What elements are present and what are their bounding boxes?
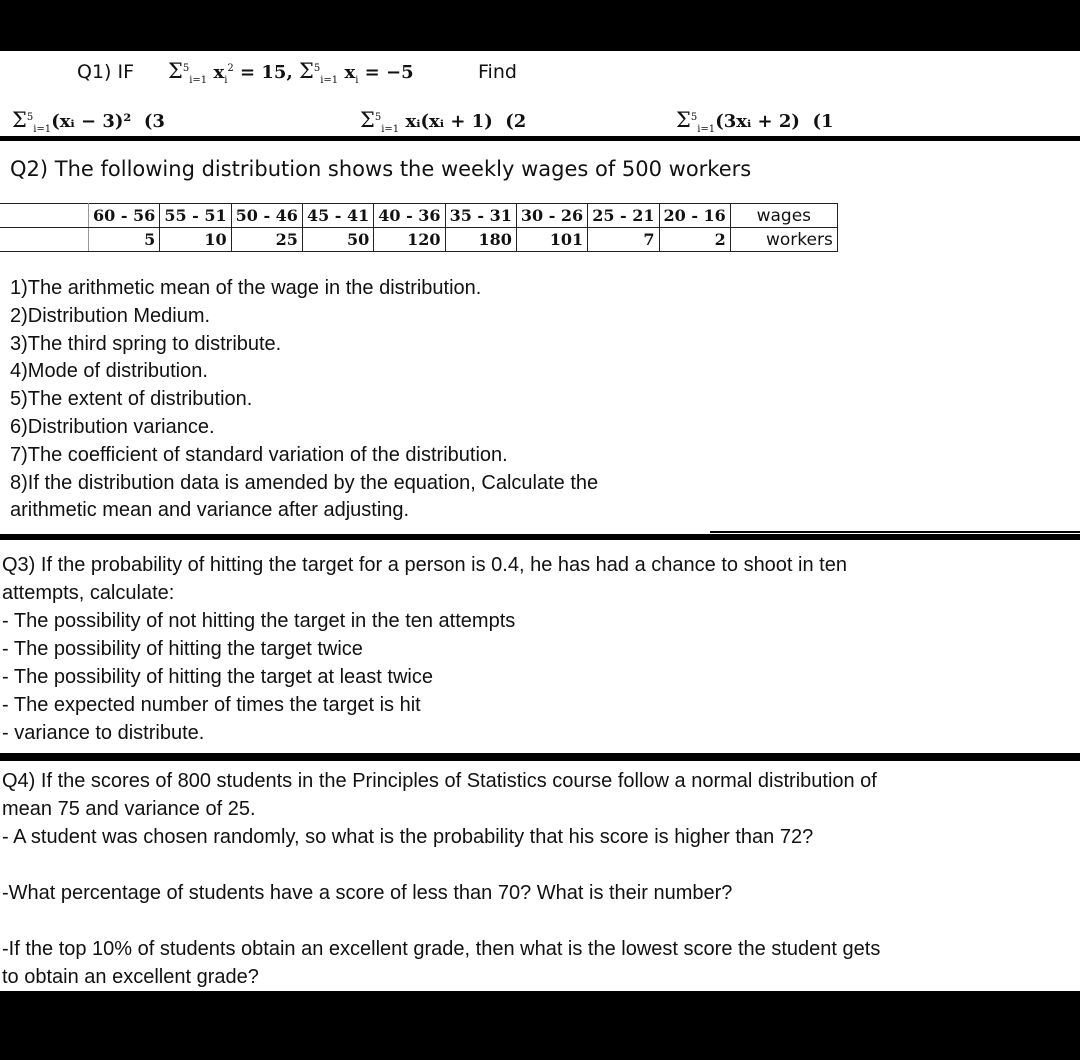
q4-line: to obtain an excellent grade? <box>2 966 259 988</box>
q1-option-1: $\Sigma^5_{i=1}(3xᵢ + 2)$ (1 <box>676 108 834 135</box>
divider-q3 <box>0 753 1080 761</box>
q3-line: - The possibility of hitting the target twice <box>2 638 363 660</box>
table-cell: 55 - 51 <box>160 204 231 228</box>
q1-find-label: Find <box>478 61 517 83</box>
list-item: arithmetic mean and variance after adjusting. <box>10 499 410 522</box>
table-cell: 20 - 16 <box>659 204 730 228</box>
table-cell-blank <box>0 228 89 252</box>
table-cell: 25 <box>231 228 302 252</box>
table-header-wages: wages <box>730 204 837 228</box>
q2-title: Q2) The following distribution shows the weekly wages of 500 workers <box>10 157 752 181</box>
q1-sum-value: = −5 <box>364 62 414 83</box>
q2-question-list <box>10 275 598 525</box>
table-cell: 180 <box>445 228 516 252</box>
q4-line: - A student was chosen randomly, so what is the probability that his score is higher than 72? <box>2 826 814 848</box>
divider-q2-short <box>710 531 1080 533</box>
table-cell: 45 - 41 <box>302 204 373 228</box>
divider-q1 <box>0 136 1080 141</box>
q3-line: - variance to distribute. <box>2 722 205 744</box>
table-cell: 120 <box>374 228 445 252</box>
table-row-workers <box>0 228 837 252</box>
table-cell: 50 - 46 <box>231 204 302 228</box>
list-item: 4)Mode of distribution. <box>10 360 208 383</box>
q4-line: mean 75 and variance of 25. <box>2 798 256 820</box>
q3-line: Q3) If the probability of hitting the target for a person is 0.4, he has had a chance to shoot in ten <box>2 554 847 576</box>
list-item: 5)The extent of distribution. <box>10 388 253 411</box>
table-cell-blank <box>0 204 89 228</box>
table-cell: 7 <box>588 228 659 252</box>
q1-sum-sq-value: 15 <box>261 62 287 83</box>
q1-given-equation: $\Sigma^5_{i=1}$ $x_i^2 = 15$, $\Sigma^5_{i=1}$ $x_i = -5$ <box>168 59 414 86</box>
q4-block <box>2 767 1072 991</box>
list-item: 3)The third spring to distribute. <box>10 332 282 355</box>
list-item: 8)If the distribution data is amended by the equation, Calculate the <box>10 471 599 494</box>
list-item: 2)Distribution Medium. <box>10 304 211 327</box>
list-item: 6)Distribution variance. <box>10 415 215 438</box>
q4-spacer <box>2 851 1072 879</box>
q3-line: attempts, calculate: <box>2 582 175 604</box>
table-cell: 101 <box>516 228 587 252</box>
q4-spacer <box>2 907 1072 935</box>
table-cell: 60 - 56 <box>89 204 160 228</box>
q3-line: - The expected number of times the target is hit <box>2 694 421 716</box>
q3-block <box>2 551 1072 747</box>
q1-label: Q1) IF <box>77 61 135 83</box>
list-item: 1)The arithmetic mean of the wage in the distribution. <box>10 277 482 299</box>
table-cell: 30 - 26 <box>516 204 587 228</box>
table-cell: 2 <box>659 228 730 252</box>
table-cell: 25 - 21 <box>588 204 659 228</box>
table-header-workers: workers <box>730 228 837 252</box>
table-cell: 10 <box>160 228 231 252</box>
list-item: 7)The coefficient of standard variation of the distribution. <box>10 443 508 466</box>
q1-option-3: $\Sigma^5_{i=1}(xᵢ - 3)^2$ (3 <box>12 108 165 135</box>
table-cell: 50 <box>302 228 373 252</box>
divider-q2 <box>0 534 1080 540</box>
table-row-wages <box>0 204 837 228</box>
q4-line: Q4) If the scores of 800 students in the Principles of Statistics course follow a normal distribution of <box>2 770 877 792</box>
q4-line: -If the top 10% of students obtain an excellent grade, then what is the lowest score the student gets <box>2 938 881 960</box>
table-cell: 5 <box>89 228 160 252</box>
q1-option-2: $\Sigma^5_{i=1}$ xᵢ(xᵢ + 1) (2 <box>360 108 527 135</box>
table-cell: 40 - 36 <box>374 204 445 228</box>
table-cell: 35 - 31 <box>445 204 516 228</box>
worksheet <box>0 51 1080 991</box>
q3-line: - The possibility of not hitting the target in the ten attempts <box>2 610 516 632</box>
q3-line: - The possibility of hitting the target at least twice <box>2 666 433 688</box>
q4-line: -What percentage of students have a score of less than 70? What is their number? <box>2 882 733 904</box>
wages-table <box>0 203 838 252</box>
